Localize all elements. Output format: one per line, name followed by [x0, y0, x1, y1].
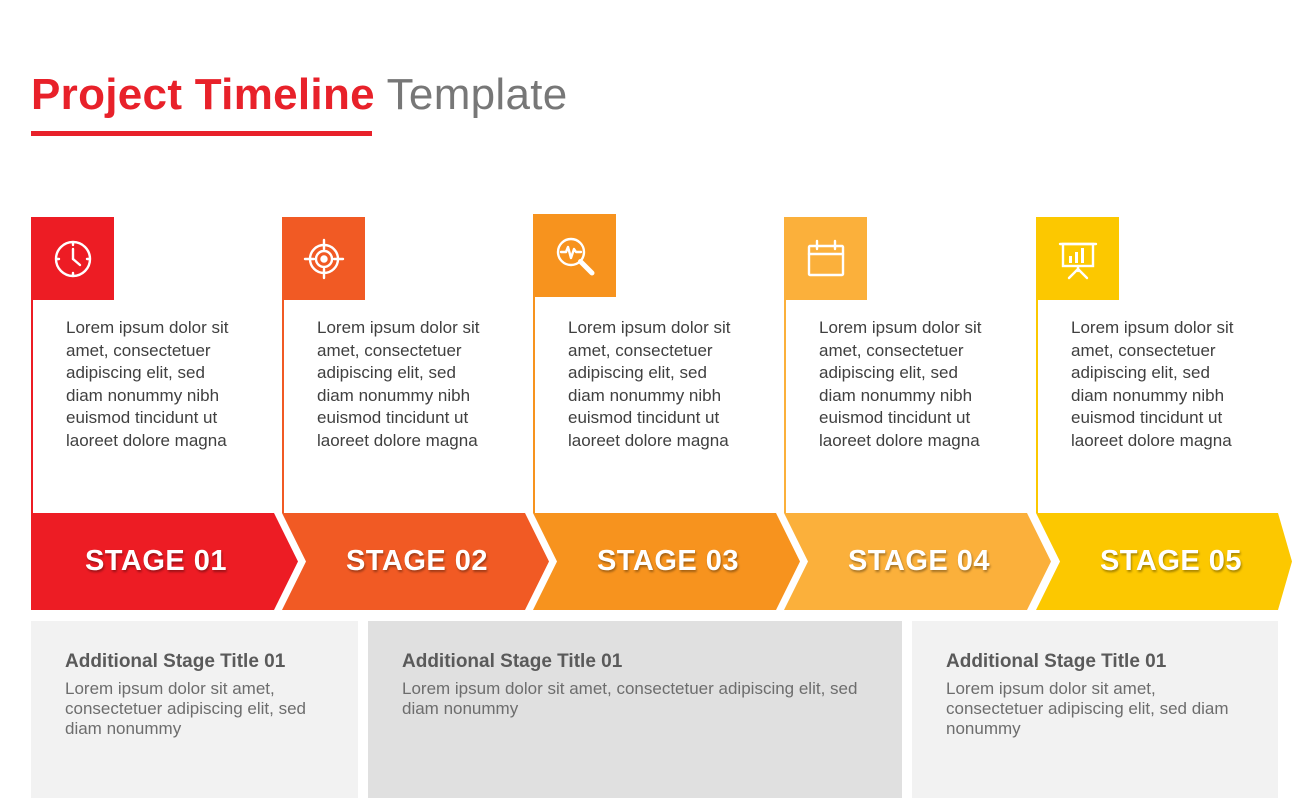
- info-text: Lorem ipsum dolor sit amet, consectetuer adipiscing elit, sed diam nonummy: [402, 679, 858, 718]
- stage-icon-box: [282, 217, 365, 300]
- stage-label: STAGE 03: [596, 545, 740, 577]
- stage-arrow-1: [31, 513, 298, 610]
- info-text: Lorem ipsum dolor sit amet, consectetuer adipiscing elit, sed diam nonummy: [946, 679, 1229, 738]
- info-text: Lorem ipsum dolor sit amet, consectetuer adipiscing elit, sed diam nonummy: [65, 679, 306, 738]
- calendar-icon: [804, 237, 848, 281]
- target-icon: [302, 237, 346, 281]
- info-box-2: [368, 621, 902, 798]
- stage-label: STAGE 02: [345, 545, 489, 577]
- stage-label: STAGE 04: [847, 545, 991, 577]
- stage-label: STAGE 01: [84, 545, 228, 577]
- stage-icon-box: [784, 217, 867, 300]
- page-title: [31, 70, 568, 120]
- info-title: Additional Stage Title 01: [65, 651, 286, 672]
- info-box-3: [912, 621, 1278, 798]
- stage-column-2: [282, 217, 534, 513]
- stage-description: Lorem ipsum dolor sit amet, consectetuer adipiscing elit, sed diam nonummy nibh euismod tincidunt ut laoreet dolore magna: [568, 318, 731, 450]
- presentation-board-icon: [1056, 237, 1100, 281]
- stage-label: STAGE 05: [1099, 545, 1243, 577]
- stage-column-4: [784, 217, 1036, 513]
- stage-arrow-3: [533, 513, 800, 610]
- info-box-1: [31, 621, 358, 798]
- stage-column-5: [1036, 217, 1288, 513]
- stage-arrow-2: [282, 513, 549, 610]
- stage-description: Lorem ipsum dolor sit amet, consectetuer adipiscing elit, sed diam nonummy nibh euismod tincidunt ut laoreet dolore magna: [66, 318, 229, 450]
- stage-column-3: [533, 214, 785, 513]
- stage-description: Lorem ipsum dolor sit amet, consectetuer adipiscing elit, sed diam nonummy nibh euismod tincidunt ut laoreet dolore magna: [317, 318, 480, 450]
- stage-description: Lorem ipsum dolor sit amet, consectetuer adipiscing elit, sed diam nonummy nibh euismod tincidunt ut laoreet dolore magna: [1071, 318, 1234, 450]
- clock-icon: [51, 237, 95, 281]
- title-main: Project Timeline: [31, 70, 375, 119]
- stage-arrow-4: [784, 513, 1051, 610]
- stage-icon-box: [31, 217, 114, 300]
- stage-description: Lorem ipsum dolor sit amet, consectetuer adipiscing elit, sed diam nonummy nibh euismod tincidunt ut laoreet dolore magna: [819, 318, 982, 450]
- stage-column-1: [31, 217, 283, 513]
- stage-icon-box: [533, 214, 616, 297]
- magnifier-pulse-icon: [553, 234, 597, 278]
- info-title: Additional Stage Title 01: [946, 651, 1167, 672]
- title-underline: [31, 131, 372, 136]
- stage-icon-box: [1036, 217, 1119, 300]
- title-sub: Template: [386, 70, 568, 119]
- stage-arrow-5: [1036, 513, 1292, 610]
- info-title: Additional Stage Title 01: [402, 651, 623, 672]
